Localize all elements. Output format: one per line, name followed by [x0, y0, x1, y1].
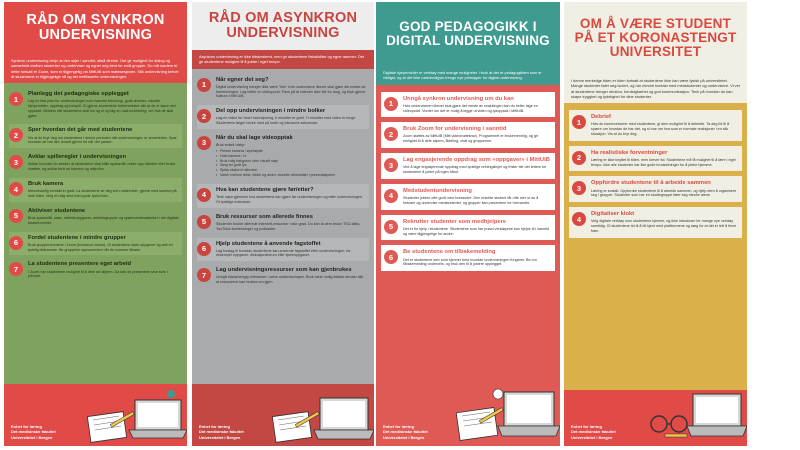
number-badge: 1: [384, 97, 398, 111]
item-text: Hvis underviseren likevel skal gjøre det meste av snakkingen kan du heller lage en videopodd. Vurder om det er mulig å legge ut video og lydopptak i MittUiB.: [403, 103, 538, 113]
number-badge: 2: [572, 151, 586, 165]
item-title: Aktiviser studentene: [28, 207, 86, 214]
number-badge: 3: [197, 136, 211, 150]
list-item: [9, 205, 182, 229]
item-text: Læring er sosialt. Oppfordre studentene til å arbeide sammen, og hjelp dem å organisere seg i grupper. Studenter som har en studiegruppe føler seg mindre alene.: [591, 188, 737, 198]
list-item: [569, 207, 742, 238]
item-text: Lag en video for hvert hovedpoeng, ti minutter er greit. Ti minutter med video er lenge. Studentene følger bedre med på korte og fokuserte sekvenser.: [216, 116, 357, 126]
number-badge: 3: [572, 181, 586, 195]
number-badge: 6: [384, 250, 398, 264]
item-text: Vis at du bryr deg om studentene i denne perioden når undervisningen er annerledes. Spør hvordan de har det. Avsett gjerne tid når det passer.: [28, 135, 177, 145]
poster-footer: [564, 390, 747, 446]
item-text: Ved å lage engasjerende oppdrag med tydelige retningslinjer og frister blir det lettere for studentene å jobbe på egen hånd.: [403, 165, 547, 175]
number-badge: 4: [572, 212, 586, 226]
number-badge: 5: [384, 220, 398, 234]
item-title: Hjelp studentene å anvende fagstoffet: [216, 240, 321, 247]
poster-student-koronastengt: [564, 2, 747, 446]
item-title: Når egner det seg?: [216, 76, 269, 83]
laptop-notebook-illustration: [448, 384, 560, 446]
list-item: [381, 245, 555, 271]
item-title: Sper hvordan det går med studentene: [28, 127, 133, 134]
item-text: Bruk grupperommene i Zoom (breakout rooms). Gi studentene klare oppgaver og sett en tydelig tidsramme. Be gruppene oppsummere når de kommer tilbake.: [28, 242, 173, 252]
poster-intro: Synkron undervisning betyr at den skjer i sanntid, altså direkte. Det gir mulighet for dialog og samarbeid mellom studenter og underviser og egner seg best for små grupper. Du må vurdere til dette fortsatt er Zoom, som er tilgjengelig via MittUiB som møtesesjonen. Slik undervisning krever at studentene er tilgjengelige nå og det nettbaserte undervisningen.: [4, 54, 187, 83]
item-text: Zoom støttes av MittUiB (Mitt videomøtekrav). Programmet er brukervennlig, og gir mulighet til å dele skjerm, fildeling, chat og grupperom.: [403, 134, 539, 144]
list-item: [9, 124, 182, 148]
item-text: Det er fin hjelp i studentene. Studentene som har prøvd verktøyene kan hjelpe til i sanntid og være tilgjengelige for andre.: [403, 226, 550, 236]
poster-footer: [376, 392, 560, 446]
list-item: [569, 176, 742, 202]
poster-title: RÅD OM SYNKRON UNDERVISNING: [4, 2, 187, 54]
item-title: Digitaliser klokt: [591, 211, 635, 218]
list-item: [381, 215, 555, 241]
item-text: Bruk spørsmål, case, arbeidsoppgaver, arbeidsgrupper og spørreundersøkelser i det digitale klasserommet.: [28, 215, 179, 225]
item-text: Lag en fast plan for undervisningen som ivaretar teknologi, gode øvelser, visuelle hjelpemidler, oppdrag og innspill. Gi gjerne studentene forberedelser slik at de er klare ved oppstart. Bestem når studentene skal inn og ut og lag en rask innledning, om hva de skal gjøre.: [28, 99, 176, 118]
tips-list: [564, 103, 747, 245]
poster-intro: I denne merkelige tiden er tiden fortsatt at studentene ikke kan være fysisk på universitetet. Mange studenter føler seg isolert, og har mindre kontakt med medstudenter og undervisere. Vi vet at studentene trenger struktur, forutsigbarhet og god kommunikasjon. Tenk på hvordan du kan skape trygghet og tydelighet for dine studenter.: [564, 74, 747, 103]
footer-credit: Enhet for læring Det medisinske fakultet Universitetet i Bergen: [571, 423, 616, 440]
poster-footer: [192, 384, 374, 446]
list-bullet: • Hold kamera i ro: [216, 154, 366, 159]
number-badge: 4: [9, 182, 23, 196]
number-badge: 7: [197, 268, 211, 282]
number-badge: 7: [9, 262, 23, 276]
list-item: [381, 122, 555, 148]
item-title: Oppfordre studentene til å arbeide sammen: [591, 180, 711, 187]
list-item: [381, 153, 555, 179]
item-text: Unngå tidsavhengig referanser i selve undervisningen. Bruk mest mulig tidløse temaer slik at ressursene kan brukes om igjen.: [216, 275, 364, 285]
item-text: Studenter jobber ofte godt med hverandre. Den enkelte student får ofte mer ut av å forklare og undervise medstudenter, og grupper kan presentere for hverandre.: [403, 196, 539, 205]
poster-intro: Digitale hjelpemidler er verktøy med mange muligheter. Husk at det er pedagogikken som er viktigst, og at det ikke nødvendigvis trengs nye prinsipper for digital undervisning.: [376, 66, 560, 85]
laptop-notebook-illustration: [262, 384, 374, 446]
footer-credit: Enhet for læring Det medisinske fakultet Universitetet i Bergen: [11, 423, 56, 440]
number-badge: 6: [9, 236, 23, 250]
list-item: [381, 92, 555, 118]
item-text: Lag forslag til hvordan studentene kan anvende fagstoffet etter undervisningen, for eksempel oppgaver, diskusjonsforum eller kjøreoppgaver.: [216, 248, 351, 258]
item-title: Avklar spilleregler i undervisningen: [28, 154, 127, 161]
item-title: Når du skal lage videopptak: [216, 134, 293, 141]
list-bullet: • Varier mellom tekst, bilder og andre visuelle virkemidler i presentasjonen: [216, 173, 366, 178]
poster-synkron: [4, 2, 187, 446]
poster-title: GOD PEDAGOGIKK I DIGITAL UNDERVISNING: [376, 2, 560, 66]
item-title: Planlegg det pedagogiske opplegget: [28, 91, 129, 98]
item-text: Velg digitale verktøy som studentene kjenner, og ikke introduser for mange nye verktøy samtidig. Gi studentene tid til å bli kjent med plattformene og sørg for at det er lett å finne fram.: [591, 219, 737, 233]
item-text: Menneskelig kontakt er godt. La studentene se deg som underviser, gjerne med kamera på hele tiden. Velg et rolig sted med gode lysforhold.: [28, 189, 177, 198]
list-bullet: • Sørg for godt lys: [216, 163, 366, 168]
item-text: Hvis du kommuniserer med studentene, gi dem mulighet til å debriefe. Ta deg tid til å spørre om hvordan de har det, og si noe om hva som er normale reaksjoner i en slik situasjon. Vis at du bryr deg.: [591, 122, 730, 136]
item-title: Rekrutter studenter som medhjelpere: [403, 218, 507, 225]
number-badge: 4: [384, 189, 398, 203]
list-item: [197, 264, 369, 288]
list-item: [197, 184, 369, 208]
item-text: Bruk enkelt utstyr:: [216, 143, 246, 148]
item-title: La studentene presentere eget arbeid: [28, 261, 132, 268]
item-title: Fordel studentene i mindre grupper: [28, 234, 126, 241]
laptop-notebook-illustration: [75, 384, 187, 446]
poster-footer: [4, 384, 187, 446]
footer-credit: Enhet for læring Det medisinske fakultet Universitetet i Bergen: [199, 423, 244, 440]
laptop-glasses-illustration: [635, 384, 747, 446]
list-item: [9, 151, 182, 175]
list-item: [197, 105, 369, 129]
list-bullet: • Sjekk eksternt mikrofon: [216, 168, 366, 173]
item-title: Bruk Zoom for undervisning i sanntid: [403, 126, 507, 133]
list-bullet: • Pleiser kamera i øyehøyde: [216, 149, 366, 154]
list-item: [197, 74, 369, 103]
list-item: [197, 211, 369, 235]
number-badge: 3: [384, 158, 398, 172]
list-item: [9, 258, 182, 282]
item-title: Unngå synkron undervisning om du kan: [403, 95, 514, 102]
number-badge: 1: [197, 78, 211, 92]
tips-list: [4, 83, 187, 287]
number-badge: 5: [9, 209, 23, 223]
item-title: Lag undervisningsressurser som kan gjenbrukes: [216, 267, 352, 274]
item-title: Lag engasjerende oppdrag som «oppgaver» i MittUiB: [403, 157, 550, 164]
number-badge: 2: [384, 127, 398, 141]
item-title: Bruk ressurser som allerede finnes: [216, 213, 313, 220]
item-text: Læring er ikke knyttet til tiden, men krever tid. Studentene må få mulighet til å lære i eget tempo. Ikke alle studenter har like gode forutsetninger for å jobbe hjemme.: [591, 157, 736, 167]
number-badge: 5: [197, 215, 211, 229]
item-title: Del opp undervisningen i mindre bolker: [216, 108, 326, 115]
list-item: [9, 178, 182, 202]
number-badge: 1: [9, 92, 23, 106]
poster-intro: Asynkron undervisning er ikke tidsbestemt, men gir studentene fleksibilitet og egne rammer. Det gir studentene mulighet til å jobbe i eget tempo.: [192, 50, 374, 69]
poster-god-pedagogikk: [376, 2, 560, 446]
tips-list: [376, 85, 560, 279]
number-badge: 3: [9, 155, 23, 169]
item-title: Bruk kamera: [28, 181, 64, 188]
item-title: Be studentene om tilbakemelding: [403, 249, 496, 256]
poster-title: OM Å VÆRE STUDENT PÅ ET KORONASTENGT UNIVERSITET: [564, 2, 747, 74]
list-item: [9, 88, 182, 121]
item-text: Avklar hvordan du ønsker at studentene skal stille spørsmål, rekke opp hånden eller bruke chatten, og avklar bruk av kamera og mikrofon.: [28, 162, 176, 172]
list-item: [197, 238, 369, 262]
item-title: Ha realistiske forventninger: [591, 149, 668, 156]
poster-title: RÅD OM ASYNKRON UNDERVISNING: [192, 2, 374, 50]
equipment-list: [216, 149, 366, 178]
number-badge: 2: [197, 109, 211, 123]
number-badge: 1: [572, 115, 586, 129]
footer-credit: Enhet for læring Det medisinske fakultet Universitetet i Bergen: [383, 423, 428, 440]
number-badge: 6: [197, 242, 211, 256]
item-text: I Zoom har studentene mulighet til å dele sin skjerm. Da kan de presentere sine svar i plenum.: [28, 269, 168, 279]
item-text: Studenter bruker allerede internett-ressurser i stor grad. Du kan la dem bruke TED-talks, YouTube-forelesninger og podkaster.: [216, 221, 361, 231]
list-item: [381, 184, 555, 210]
poster-asynkron: [192, 2, 374, 446]
number-badge: 2: [9, 128, 23, 142]
item-title: Debrief: [591, 114, 611, 121]
tips-list: [192, 69, 374, 294]
item-text: Tenk nøye gjennom hva studentene kan gjøre før undervisningen og etter undervisningen. Gi tydelige instrukser.: [216, 195, 363, 204]
item-text: Digital undervisning trenger ikke være "live" hvis undervisere likevel skal gjøre det meste av forelesningen. Lag heller en videopodd. Pass på at videoen ikke blir for lang, og bruk gjerne Kaltura i Mitt UiB.: [216, 84, 366, 99]
list-item: [197, 132, 369, 181]
list-item: [569, 110, 742, 141]
number-badge: 4: [197, 188, 211, 202]
list-bullet: • Bruk rolig bakgrunn uten visuell støy: [216, 159, 366, 164]
item-title: Hva kan studentene gjøre før/etter?: [216, 186, 314, 193]
item-text: Det er studentene selv som kjenner best hvordan undervisningen fungerer. Be om tilbakemelding underveis, og bruk den til å justere opplegget.: [403, 257, 537, 267]
item-title: Medstudentundervisning: [403, 187, 472, 194]
list-item: [9, 232, 182, 256]
list-item: [569, 146, 742, 172]
